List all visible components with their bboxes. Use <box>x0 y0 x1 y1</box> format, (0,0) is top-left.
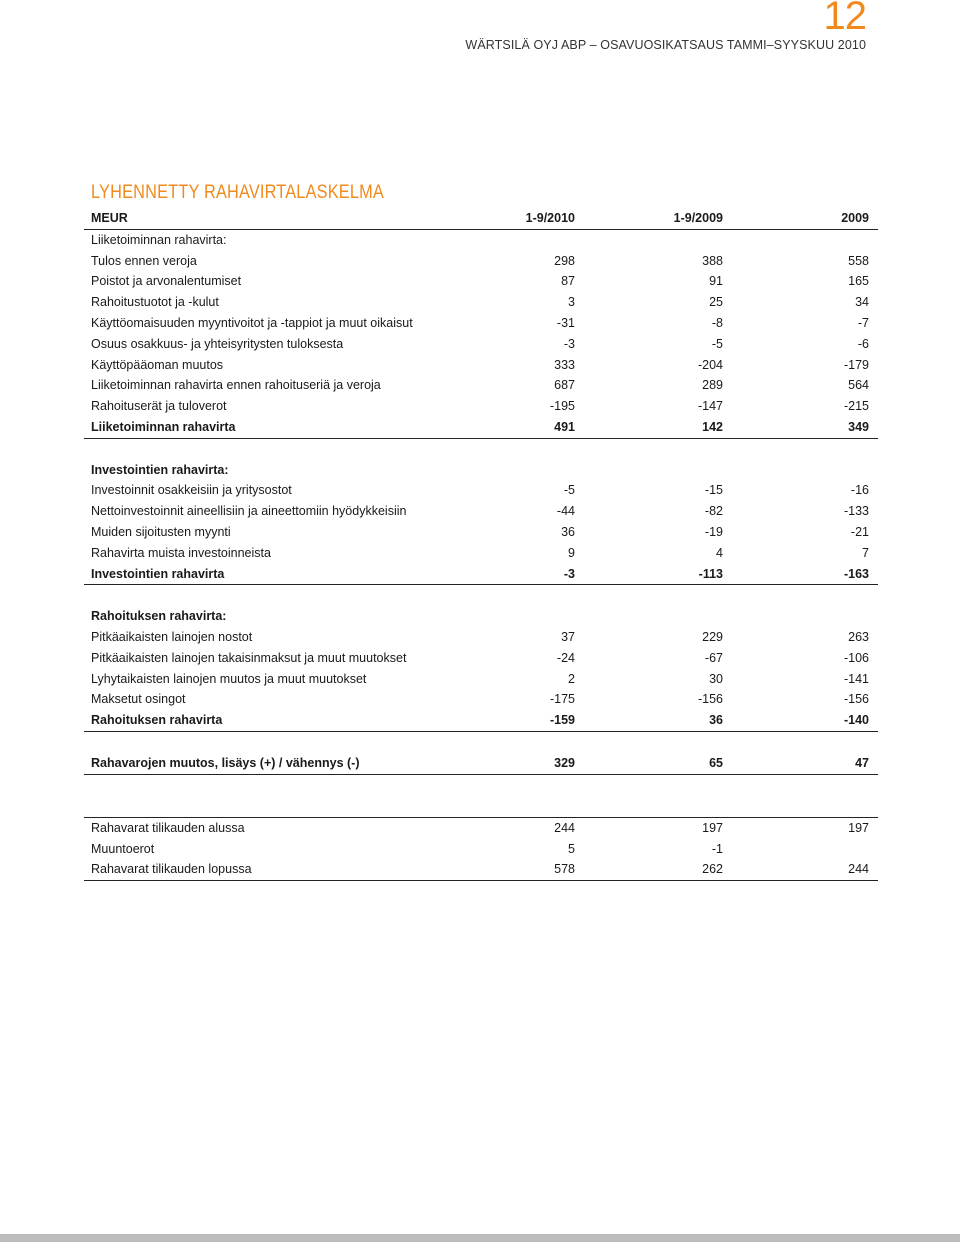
row-label: Tulos ennen veroja <box>91 253 197 268</box>
table-row <box>84 522 878 543</box>
row-value-2010: 578 <box>554 862 575 877</box>
row-value-2009: 263 <box>848 629 869 644</box>
row-value-2009-q3: 388 <box>702 253 723 268</box>
row-value-2010: 5 <box>568 841 575 856</box>
row-value-2009-q3: -67 <box>704 650 723 665</box>
row-value-2009: -6 <box>857 336 869 351</box>
row-value-2009-q3: 229 <box>702 629 723 644</box>
section-heading-label: Rahoituksen rahavirta: <box>91 609 227 624</box>
total-row-investing <box>84 564 878 586</box>
row-value-2009-q3: 30 <box>709 671 723 686</box>
document-title: LYHENNETTY RAHAVIRTALASKELMA <box>91 182 384 203</box>
row-label: Pitkäaikaisten lainojen takaisinmaksut ja muut muutokset <box>91 650 407 665</box>
row-value-2009: -163 <box>843 566 869 581</box>
row-label: Käyttöpääoman muutos <box>91 357 224 372</box>
row-value-2009-q3: 142 <box>702 419 723 434</box>
row-label: Investointien rahavirta <box>91 566 225 581</box>
row-value-2010: -3 <box>563 566 575 581</box>
row-value-2010: 3 <box>568 295 575 310</box>
table-row <box>84 689 878 710</box>
row-value-2010: 87 <box>561 274 575 289</box>
row-value-2010: -159 <box>549 713 575 728</box>
row-value-2009-q3: -113 <box>698 566 723 581</box>
row-value-2010: 244 <box>554 820 575 835</box>
row-value-2009-q3: 289 <box>702 378 723 393</box>
row-label: Nettoinvestoinnit aineellisiin ja aineettomiin hyödykkeisiin <box>91 504 407 519</box>
table-row <box>84 627 878 648</box>
row-label: Rahavarat tilikauden alussa <box>91 820 245 835</box>
table-row <box>84 271 878 292</box>
row-value-2009-q3: -204 <box>697 357 723 372</box>
column-header-2009-q3: 1-9/2009 <box>673 211 723 225</box>
column-header-2010: 1-9/2010 <box>525 211 575 225</box>
table-header-row <box>84 208 878 230</box>
row-value-2009-q3: -82 <box>704 504 723 519</box>
row-value-2009: -215 <box>843 399 869 414</box>
table-row <box>84 648 878 669</box>
table-row <box>84 859 878 881</box>
spacer <box>84 585 878 606</box>
table-row <box>84 818 878 839</box>
row-label: Rahoituksen rahavirta <box>91 713 223 728</box>
row-value-2010: -3 <box>563 336 575 351</box>
total-row-financing <box>84 710 878 732</box>
row-value-2009: -16 <box>850 483 869 498</box>
row-label: Maksetut osingot <box>91 692 186 707</box>
footer-bar <box>0 1234 960 1242</box>
table-row <box>84 839 878 860</box>
table-row <box>84 375 878 396</box>
row-value-2009-q3: 197 <box>702 820 723 835</box>
row-label: Rahavarojen muutos, lisäys (+) / vähennys (-) <box>91 755 360 770</box>
column-header-2009: 2009 <box>841 211 869 225</box>
row-label: Rahavirta muista investoinneista <box>91 545 271 560</box>
row-value-2010: -24 <box>556 650 575 665</box>
row-value-2009-q3: 36 <box>709 713 723 728</box>
row-label: Poistot ja arvonalentumiset <box>91 274 242 289</box>
row-value-2009: -106 <box>843 650 869 665</box>
spacer <box>84 775 878 796</box>
row-value-2009: 564 <box>848 378 869 393</box>
table-row <box>84 543 878 564</box>
row-value-2009: 197 <box>848 820 869 835</box>
table-row <box>84 355 878 376</box>
row-value-2009-q3: 262 <box>702 862 723 877</box>
row-value-2009-q3: -1 <box>711 841 723 856</box>
row-value-2009: 165 <box>848 274 869 289</box>
row-value-2010: 37 <box>561 629 575 644</box>
row-value-2009-q3: 65 <box>709 755 723 770</box>
row-value-2010: 36 <box>561 524 575 539</box>
row-value-2009: 349 <box>848 419 869 434</box>
row-value-2010: 2 <box>568 671 575 686</box>
table-row <box>84 669 878 690</box>
row-value-2009-q3: -8 <box>711 315 723 330</box>
section-heading-financing <box>84 606 878 627</box>
row-value-2009: -179 <box>843 357 869 372</box>
table-row <box>84 251 878 272</box>
table-row <box>84 334 878 355</box>
section-heading-label: Liiketoiminnan rahavirta: <box>91 232 227 247</box>
row-value-2009-q3: 25 <box>709 295 723 310</box>
row-label: Muuntoerot <box>91 841 155 856</box>
row-label: Rahavarat tilikauden lopussa <box>91 862 252 877</box>
row-label: Rahoitustuotot ja -kulut <box>91 295 219 310</box>
row-value-2009: -21 <box>850 524 869 539</box>
row-value-2010: 491 <box>554 419 575 434</box>
row-label: Lyhytaikaisten lainojen muutos ja muut muutokset <box>91 671 367 686</box>
row-value-2010: 329 <box>554 755 575 770</box>
row-value-2010: -31 <box>556 315 575 330</box>
spacer <box>84 439 878 460</box>
running-header: WÄRTSILÄ OYJ ABP – OSAVUOSIKATSAUS TAMMI–SYYSKUU 2010 <box>465 38 866 52</box>
row-label: Pitkäaikaisten lainojen nostot <box>91 629 253 644</box>
section-heading-label: Investointien rahavirta: <box>91 462 229 477</box>
table-row <box>84 480 878 501</box>
row-value-2009: -140 <box>843 713 869 728</box>
row-value-2009: 7 <box>862 545 869 560</box>
row-value-2009-q3: -15 <box>704 483 723 498</box>
row-value-2009-q3: -19 <box>704 524 723 539</box>
row-value-2009-q3: 91 <box>709 274 723 289</box>
table-row <box>84 292 878 313</box>
row-label: Osuus osakkuus- ja yhteisyritysten tuloksesta <box>91 336 344 351</box>
row-value-2009-q3: -5 <box>711 336 723 351</box>
section-heading-operating <box>84 230 878 251</box>
table-row <box>84 501 878 522</box>
row-label: Muiden sijoitusten myynti <box>91 524 231 539</box>
table-row <box>84 396 878 417</box>
table-row <box>84 313 878 334</box>
row-value-2009: 244 <box>848 862 869 877</box>
row-label: Rahoituserät ja tuloverot <box>91 399 227 414</box>
row-value-2010: -175 <box>549 692 575 707</box>
row-value-2009: 34 <box>855 295 869 310</box>
column-header-meur: MEUR <box>91 211 128 225</box>
cash-flow-table <box>84 208 878 881</box>
row-value-2010: -44 <box>556 504 575 519</box>
page-number: 12 <box>823 0 866 38</box>
row-value-2010: -5 <box>563 483 575 498</box>
total-row-change-in-cash <box>84 753 878 775</box>
row-value-2009: -7 <box>857 315 869 330</box>
row-value-2009-q3: -156 <box>697 692 723 707</box>
row-value-2010: 687 <box>554 378 575 393</box>
row-value-2009-q3: 4 <box>716 545 723 560</box>
total-row-operating <box>84 417 878 439</box>
row-value-2010: -195 <box>549 399 575 414</box>
row-label: Liiketoiminnan rahavirta <box>91 419 236 434</box>
section-heading-investing <box>84 460 878 481</box>
row-value-2010: 9 <box>568 545 575 560</box>
spacer <box>84 732 878 753</box>
row-value-2010: 298 <box>554 253 575 268</box>
row-value-2009-q3: -147 <box>697 399 723 414</box>
row-label: Liiketoiminnan rahavirta ennen rahoituseriä ja veroja <box>91 378 381 393</box>
row-label: Investoinnit osakkeisiin ja yritysostot <box>91 483 292 498</box>
row-value-2009: 558 <box>848 253 869 268</box>
row-value-2010: 333 <box>554 357 575 372</box>
divider-row <box>84 795 878 818</box>
row-label: Käyttöomaisuuden myyntivoitot ja -tappiot ja muut oikaisut <box>91 315 413 330</box>
row-value-2009: -141 <box>843 671 869 686</box>
row-value-2009: -133 <box>843 504 869 519</box>
row-value-2009: 47 <box>855 755 869 770</box>
row-value-2009: -156 <box>843 692 869 707</box>
